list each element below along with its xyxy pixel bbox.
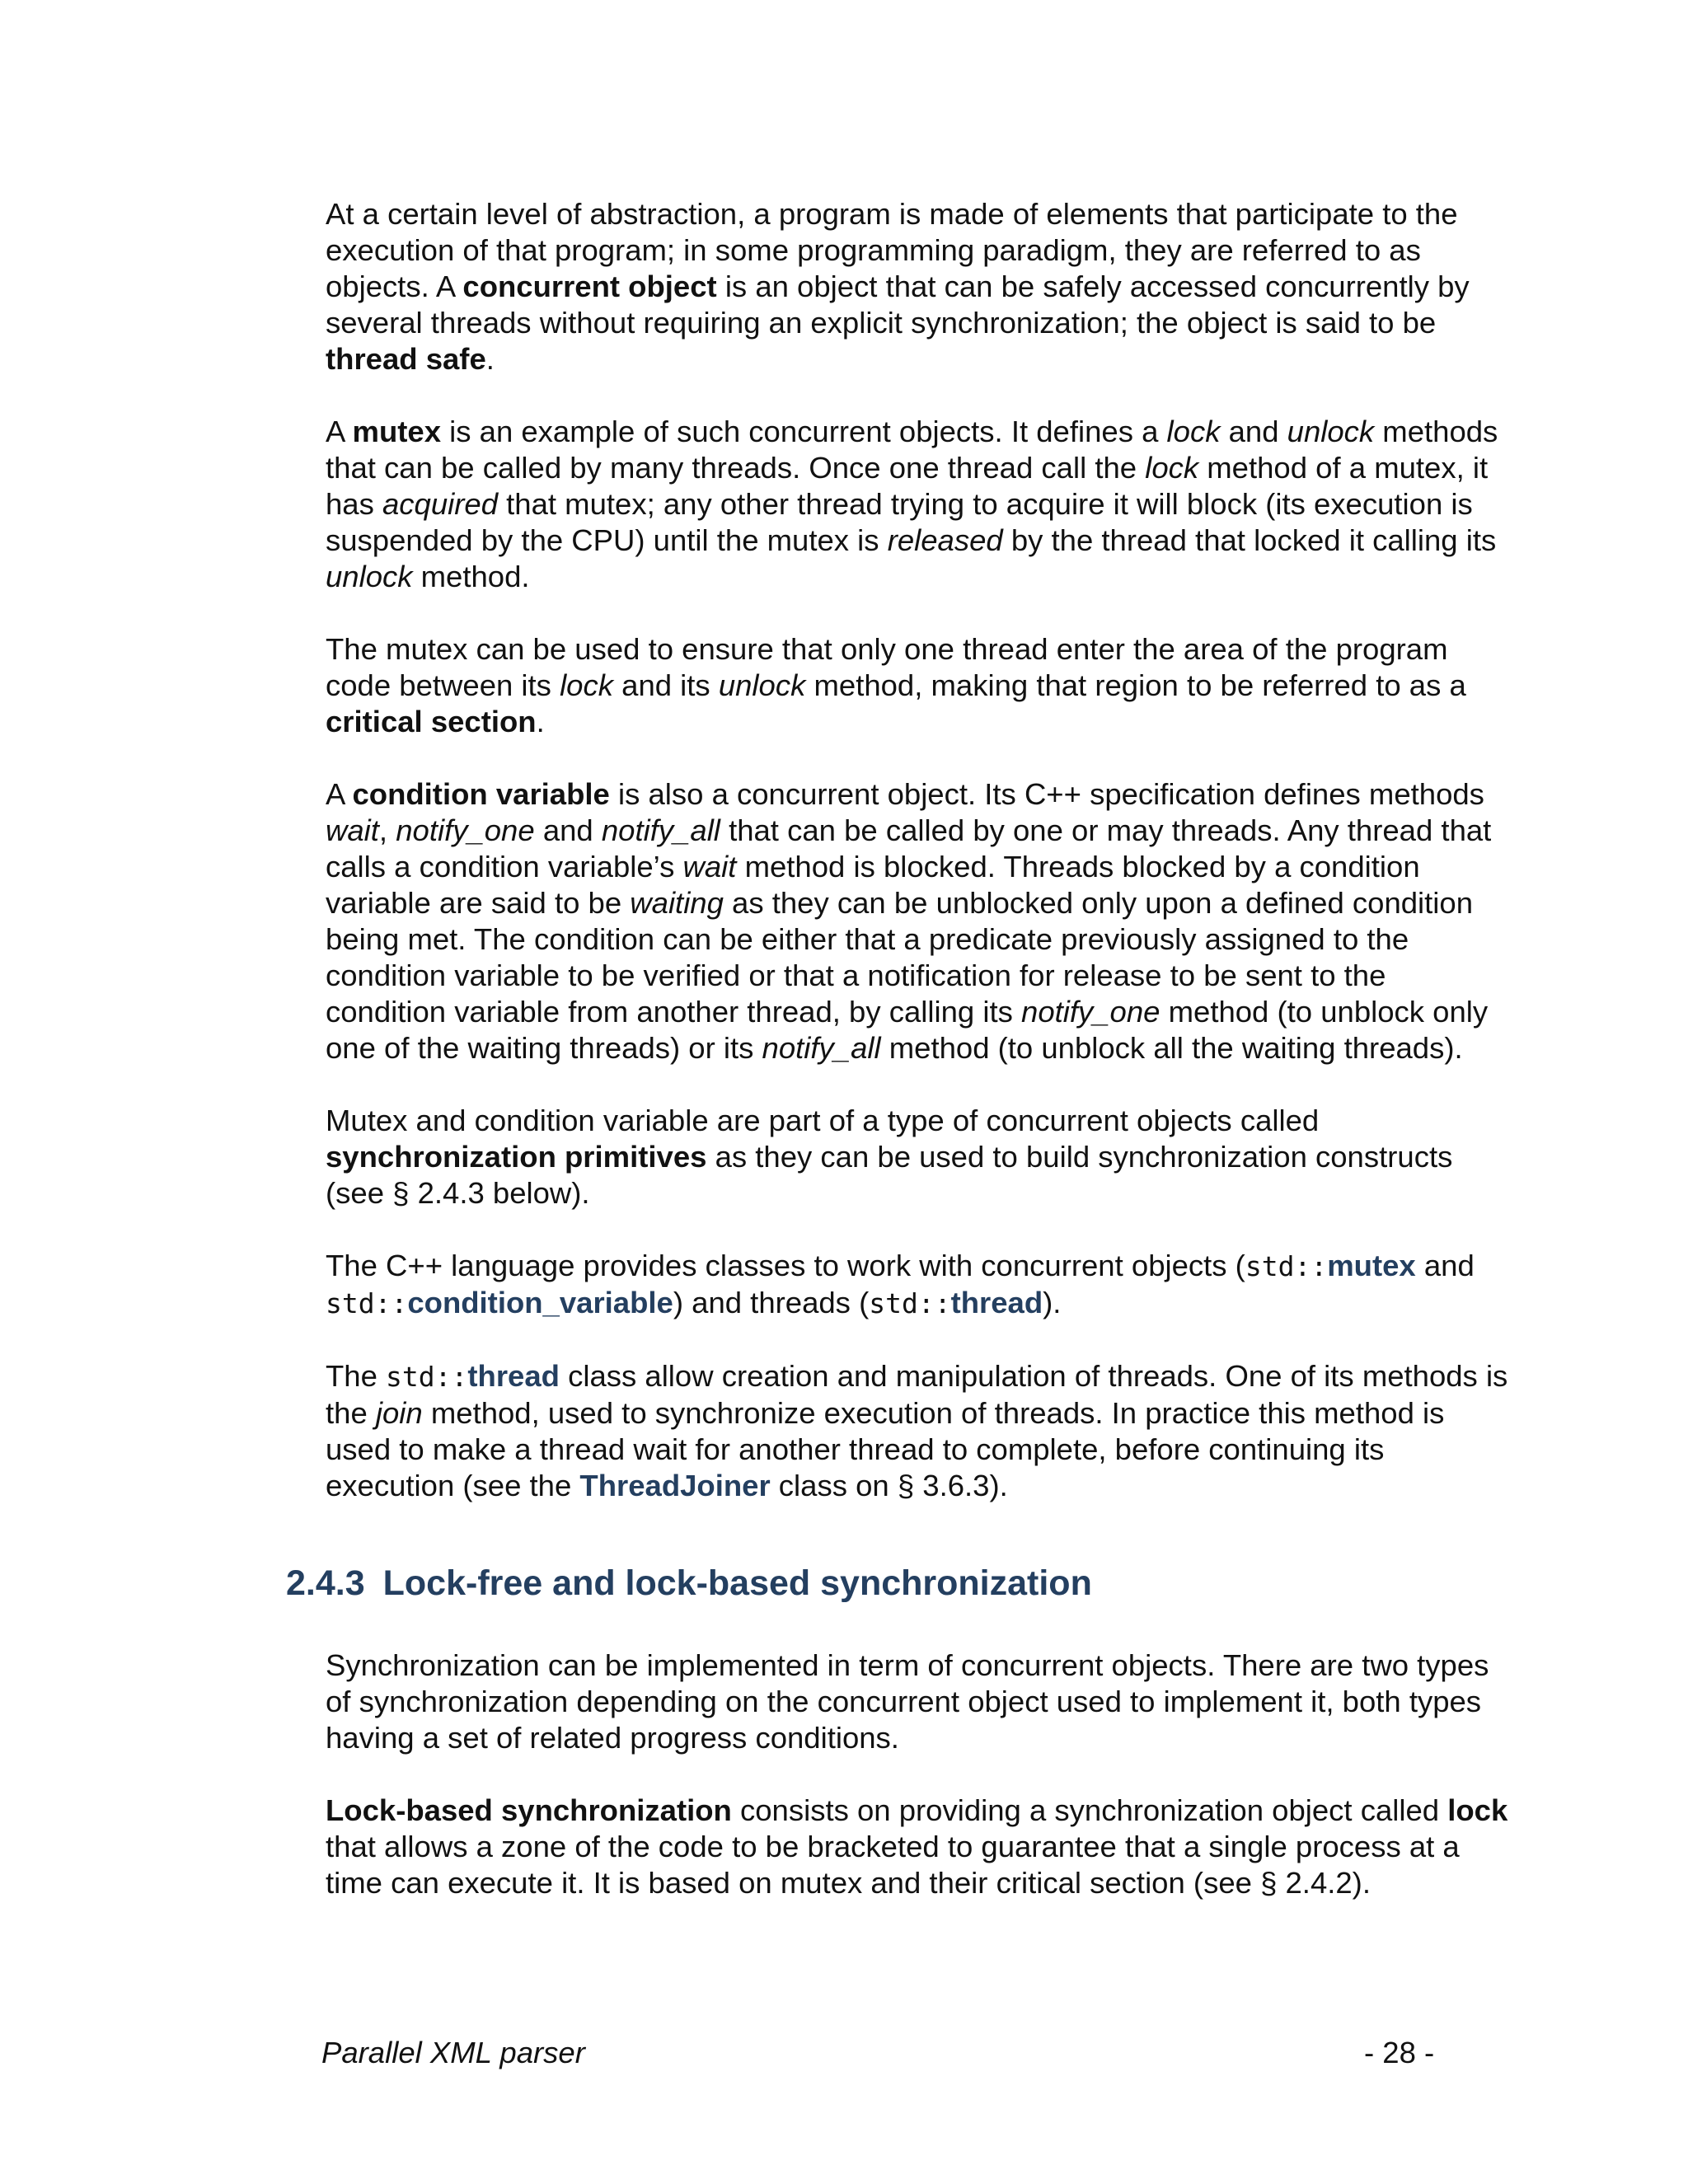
text: method of a mutex, it has <box>326 451 1489 521</box>
footer-document-title: Parallel XML parser <box>321 2036 585 2069</box>
paragraph-mutex <box>326 414 1512 595</box>
text: is an object that can be safely accessed concurrently by several threads without requiring an explicit synchronization; the object is said to be <box>326 269 1470 340</box>
text: that allows a zone of the code to be bracketed to guarantee that a single process at a time can execute it. It is based on mutex and their critical section (see § 2.4.2). <box>326 1830 1460 1900</box>
ref-mutex: mutex <box>1327 1249 1416 1282</box>
emphasis: unlock <box>1287 415 1375 448</box>
text: consists on providing a synchronization object called <box>731 1793 1448 1827</box>
term-lock: lock <box>1447 1793 1508 1827</box>
section-title: Lock-free and lock-based synchronization <box>382 1563 1092 1603</box>
text: and <box>534 813 602 847</box>
section-number: 2.4.3 <box>286 1563 365 1603</box>
text: class allow creation and manipulation of threads. One of its methods is the <box>326 1359 1508 1430</box>
text: The C++ language provides classes to work with concurrent objects ( <box>326 1249 1245 1282</box>
paragraph-concurrent-object <box>326 196 1512 377</box>
emphasis: waiting <box>630 886 724 920</box>
term-critical-section: critical section <box>326 705 537 738</box>
ref-condition-variable: condition_variable <box>407 1286 673 1319</box>
text: method is blocked. Threads blocked by a condition variable are said to be <box>326 850 1420 920</box>
emphasis: notify_one <box>1021 995 1160 1029</box>
paragraph-cpp-classes <box>326 1248 1512 1322</box>
emphasis: unlock <box>326 560 413 593</box>
text: is an example of such concurrent objects. It defines a <box>441 415 1167 448</box>
paragraph-lock-based <box>326 1793 1512 1901</box>
emphasis: join <box>375 1396 423 1430</box>
paragraph-thread-class <box>326 1358 1512 1504</box>
text: and <box>1220 415 1287 448</box>
emphasis: notify_all <box>762 1031 881 1065</box>
emphasis: unlock <box>718 668 806 702</box>
text: is also a concurrent object. Its C++ specification defines methods <box>609 777 1484 811</box>
text: and <box>1415 1249 1475 1282</box>
text: that mutex; any other thread trying to acquire it will block (its execution is suspended by the CPU) until the mutex is <box>326 487 1473 557</box>
section-heading <box>286 1562 1473 1605</box>
emphasis: lock <box>560 668 613 702</box>
emphasis: lock <box>1166 415 1221 448</box>
text: that can be called by one or may threads. Any thread that calls a condition variable’s <box>326 813 1492 883</box>
emphasis: notify_all <box>601 813 720 847</box>
paragraph-critical-section <box>326 631 1512 740</box>
code-namespace: std:: <box>326 1287 408 1319</box>
text: A <box>326 415 353 448</box>
text: , <box>378 813 396 847</box>
ref-threadjoiner: ThreadJoiner <box>579 1469 771 1502</box>
term-mutex: mutex <box>352 415 441 448</box>
text: . <box>485 342 495 376</box>
text: The <box>326 1359 387 1393</box>
paragraph-condition-variable <box>326 776 1512 1066</box>
term-thread-safe: thread safe <box>326 342 486 376</box>
term-synchronization-primitives: synchronization primitives <box>326 1140 707 1174</box>
term-concurrent-object: concurrent object <box>462 269 717 303</box>
text: as they can be used to build synchronization constructs (see § 2.4.3 below). <box>326 1140 1453 1210</box>
emphasis: acquired <box>382 487 499 521</box>
text: ) and threads ( <box>673 1286 870 1319</box>
text: method, making that region to be referred to as a <box>805 668 1466 702</box>
code-namespace: std:: <box>869 1287 951 1319</box>
emphasis: wait <box>326 813 379 847</box>
text: and its <box>613 668 719 702</box>
text: The mutex can be used to ensure that only one thread enter the area of the program code between its <box>326 632 1448 702</box>
text: method, used to synchronize execution of threads. In practice this method is used to make a thread wait for another thread to complete, before continuing its execution (see the <box>326 1396 1445 1502</box>
text: Mutex and condition variable are part of a type of concurrent objects called <box>326 1104 1320 1137</box>
text: method. <box>412 560 530 593</box>
text: by the thread that locked it calling its <box>1002 523 1497 557</box>
emphasis: lock <box>1145 451 1199 485</box>
text: . <box>536 705 545 738</box>
text: methods that can be called by many threads. Once one thread call the <box>326 415 1498 485</box>
ref-thread: thread <box>950 1286 1043 1319</box>
text: A <box>326 777 353 811</box>
text: as they can be unblocked only upon a defined condition being met. The condition can be either that a predicate previously assigned to the condition variable to be verified or that a notification for release to be sent to the condition variable from another thread, by calling its <box>326 886 1474 1029</box>
paragraph-sync-types <box>326 1647 1512 1756</box>
emphasis: notify_one <box>396 813 535 847</box>
text: method (to unblock all the waiting threads). <box>880 1031 1463 1065</box>
term-lock-based-synchronization: Lock-based synchronization <box>326 1793 732 1827</box>
paragraph-sync-primitives <box>326 1103 1512 1212</box>
footer-page-number: - 28 - <box>1364 2036 1435 2069</box>
text: At a certain level of abstraction, a program is made of elements that participate to the execution of that program; in some programming paradigm, they are referred to as objects. A <box>326 197 1458 303</box>
code-namespace: std:: <box>1245 1250 1328 1282</box>
text: ). <box>1043 1286 1062 1319</box>
code-namespace: std:: <box>386 1361 468 1393</box>
term-condition-variable: condition variable <box>352 777 610 811</box>
emphasis: wait <box>682 850 737 883</box>
text: class on § 3.6.3). <box>770 1469 1008 1502</box>
body-content <box>286 196 1512 1938</box>
ref-thread: thread <box>467 1359 560 1393</box>
emphasis: released <box>887 523 1003 557</box>
text: Synchronization can be implemented in term of concurrent objects. There are two types of synchronization depending on the concurrent object used to implement it, both types having a set of related progress conditions. <box>326 1648 1489 1755</box>
text: method (to unblock only one of the waiting threads) or its <box>326 995 1489 1065</box>
